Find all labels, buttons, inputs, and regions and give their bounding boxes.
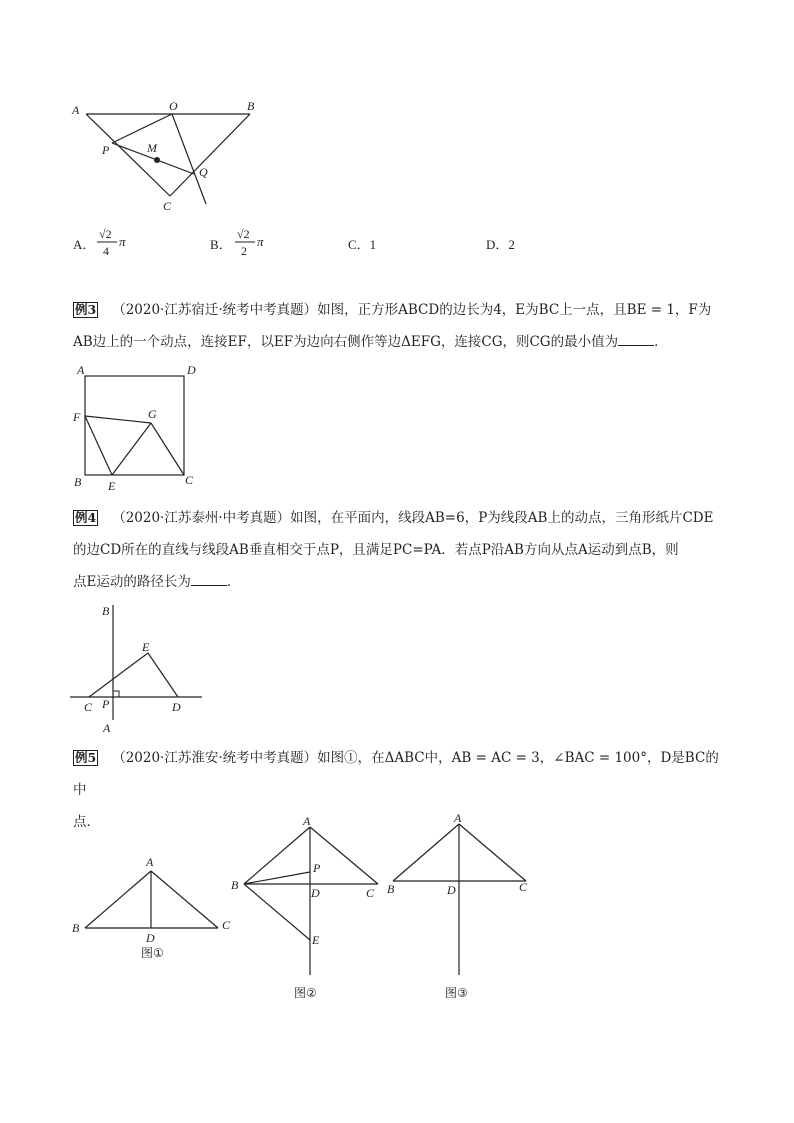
option-a-label: A．: [73, 237, 96, 252]
example-5-text1: （2020·江苏淮安·统考中考真题）如图①，在ΔABC中，AB = AC = 3，∠BAC = 100°，D是BC的中: [73, 750, 719, 798]
label-b: B: [247, 99, 255, 113]
label-c: C: [519, 880, 528, 894]
example-3-end: ．: [654, 334, 668, 350]
label-e: E: [108, 479, 116, 493]
label-c: C: [163, 199, 172, 213]
label-a: A: [77, 363, 85, 377]
label-m: M: [147, 141, 157, 155]
label-e: E: [142, 640, 150, 654]
label-d: D: [172, 700, 181, 714]
label-o: O: [169, 99, 178, 113]
label-g: G: [148, 407, 157, 421]
svg-text:2: 2: [241, 244, 247, 258]
label-a: A: [303, 814, 311, 828]
caption-figure-2: 图②: [294, 986, 317, 1000]
example-4-tag: 例4: [75, 510, 97, 525]
example-3-text2: AB边上的一个动点，连接EF，以EF为边向右侧作等边ΔEFG，连接CG，则CG的最小值为: [73, 334, 619, 350]
example-4-text1: （2020·江苏泰州·中考真题）如图，在平面内，线段AB=6，P为线段AB上的动点，三角形纸片CDE: [112, 510, 714, 526]
svg-text:π: π: [119, 234, 126, 249]
label-d: D: [146, 931, 155, 945]
label-a: A: [72, 103, 80, 117]
label-f: F: [73, 410, 81, 424]
label-d: D: [311, 886, 320, 900]
option-b-label: B．: [210, 237, 232, 252]
label-p: P: [102, 143, 110, 157]
label-d: D: [447, 883, 456, 897]
svg-text:√2: √2: [99, 227, 112, 241]
label-a: A: [103, 721, 111, 735]
example-3-tag: 例3: [75, 302, 97, 317]
label-b: B: [72, 921, 80, 935]
label-c: C: [185, 473, 194, 487]
option-c-label: C．1: [348, 237, 377, 252]
label-c: C: [222, 918, 231, 932]
label-a: A: [454, 811, 462, 825]
label-b: B: [74, 475, 82, 489]
label-b: B: [231, 878, 239, 892]
example-5-line2: 点．: [73, 814, 100, 830]
label-d: D: [187, 363, 196, 377]
label-p: P: [102, 697, 110, 711]
svg-text:4: 4: [103, 244, 109, 258]
label-b: B: [387, 882, 395, 896]
label-c: C: [366, 886, 375, 900]
label-p: P: [313, 861, 321, 875]
svg-text:√2: √2: [237, 227, 250, 241]
example-3-text1: （2020·江苏宿迁·统考中考真题）如图，正方形ABCD的边长为4，E为BC上一点，且BE = 1，F为: [112, 302, 712, 318]
caption-figure-1: 图①: [141, 946, 164, 960]
example-4-text3: 点E运动的路径长为: [73, 574, 191, 590]
option-d-label: D．2: [486, 237, 515, 252]
label-a: A: [146, 855, 154, 869]
example-4-line2: 的边CD所在的直线与线段AB垂直相交于点P，且满足PC=PA．若点P沿AB方向从点A运动到点B，则: [73, 542, 679, 558]
svg-text:π: π: [257, 234, 264, 249]
caption-figure-3: 图③: [445, 986, 468, 1000]
example-5-tag: 例5: [75, 750, 97, 765]
label-c: C: [84, 700, 93, 714]
label-b: B: [102, 604, 110, 618]
example-4-end: ．: [226, 574, 241, 590]
label-e: E: [312, 933, 320, 947]
label-q: Q: [199, 165, 208, 179]
